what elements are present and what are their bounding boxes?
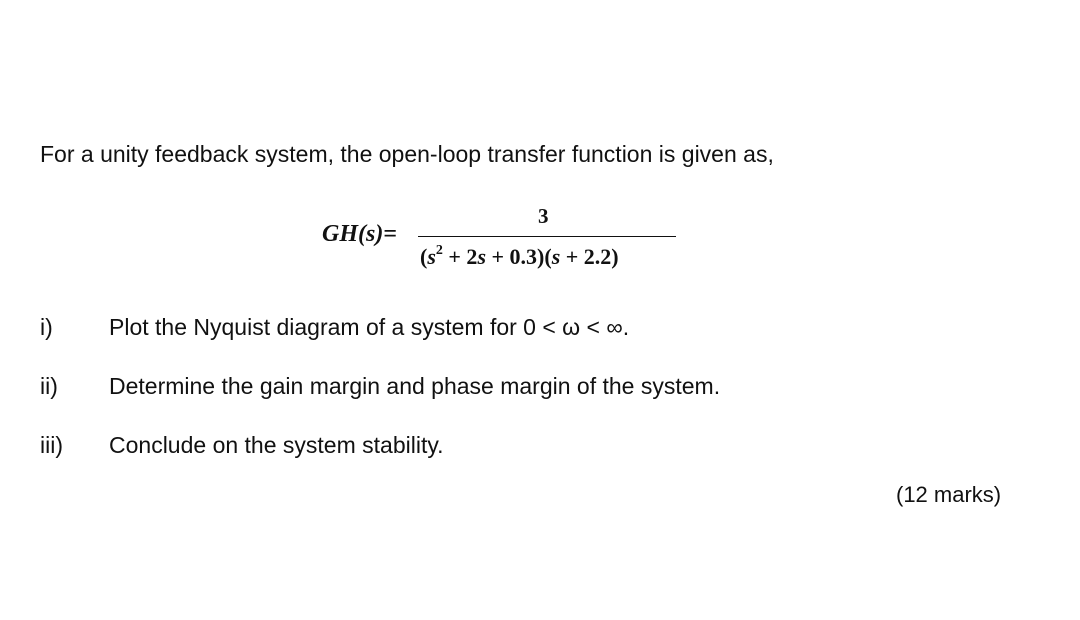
- item-number: iii): [40, 432, 63, 458]
- equation-lhs-label: GH(s): [322, 221, 384, 247]
- denominator-term-2: + 0.3)(: [486, 244, 552, 269]
- denominator-s-3: s: [551, 244, 561, 269]
- item-text: Conclude on the system stability.: [109, 432, 444, 458]
- transfer-function-equation: [322, 200, 692, 280]
- denominator-term-1: + 2: [442, 244, 478, 269]
- marks-label: (12 marks): [896, 482, 1002, 507]
- denominator-term-3: + 2.2): [560, 244, 619, 269]
- denominator-s: s: [427, 244, 436, 269]
- item-number: i): [40, 314, 53, 340]
- denominator-s-2: s: [477, 244, 486, 269]
- denominator-open: (: [420, 244, 428, 269]
- equation-lhs: [322, 221, 397, 248]
- item-text: Plot the Nyquist diagram of a system for 0 < ω < ∞.: [109, 314, 630, 340]
- denominator-power: 2: [435, 243, 443, 258]
- equation-equals: =: [383, 221, 398, 247]
- equation-denominator: [420, 244, 619, 270]
- question-intro: For a unity feedback system, the open-loop transfer function is given as,: [40, 141, 774, 167]
- equation-numerator: 3: [538, 204, 549, 228]
- item-number: ii): [40, 373, 58, 399]
- fraction-bar: [418, 236, 676, 237]
- item-text: Determine the gain margin and phase margin of the system.: [109, 373, 721, 399]
